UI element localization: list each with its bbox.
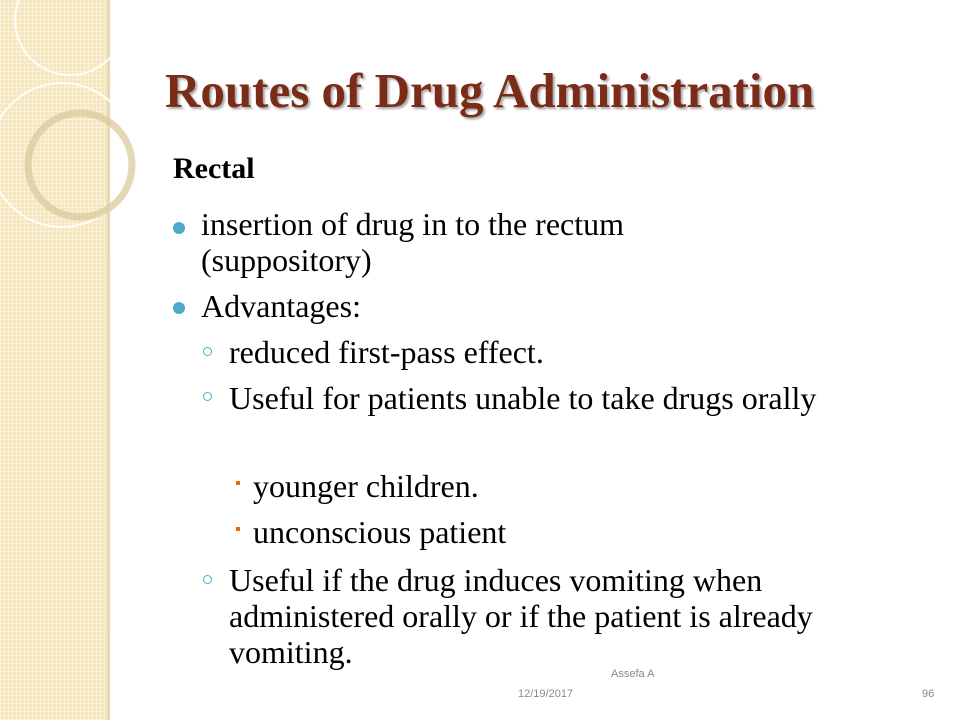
bullet-dot-icon — [173, 302, 185, 314]
bullet-reduced: reduced first-pass effect. — [229, 334, 544, 370]
footer-date: 12/19/2017 — [518, 688, 574, 700]
bullet-dot-icon — [173, 222, 185, 234]
bullet-ring-icon — [203, 347, 212, 356]
bullet-ring-icon — [203, 392, 212, 401]
bullet-advantages: Advantages: — [201, 288, 361, 324]
decorative-circles — [0, 0, 200, 260]
bullet-useful-unable: Useful for patients unable to take drugs orally — [229, 380, 817, 416]
bullet-insertion: insertion of drug in to the rectum (suppository) — [201, 206, 625, 278]
bullet-unconscious: unconscious patient — [253, 514, 507, 550]
footer-author: Assefa A — [611, 668, 655, 680]
footer-page-number: 96 — [922, 688, 935, 700]
bullet-square-icon — [236, 481, 240, 485]
bullet-ring-icon — [203, 575, 212, 584]
bullet-younger: younger children. — [253, 468, 479, 504]
bullet-useful-vomit: Useful if the drug induces vomiting when administered orally or if the patient is already vomiting. — [229, 562, 813, 670]
slide-title: Routes of Drug Administration — [165, 63, 815, 118]
bullet-square-icon — [236, 527, 240, 531]
section-heading: Rectal — [173, 152, 255, 185]
